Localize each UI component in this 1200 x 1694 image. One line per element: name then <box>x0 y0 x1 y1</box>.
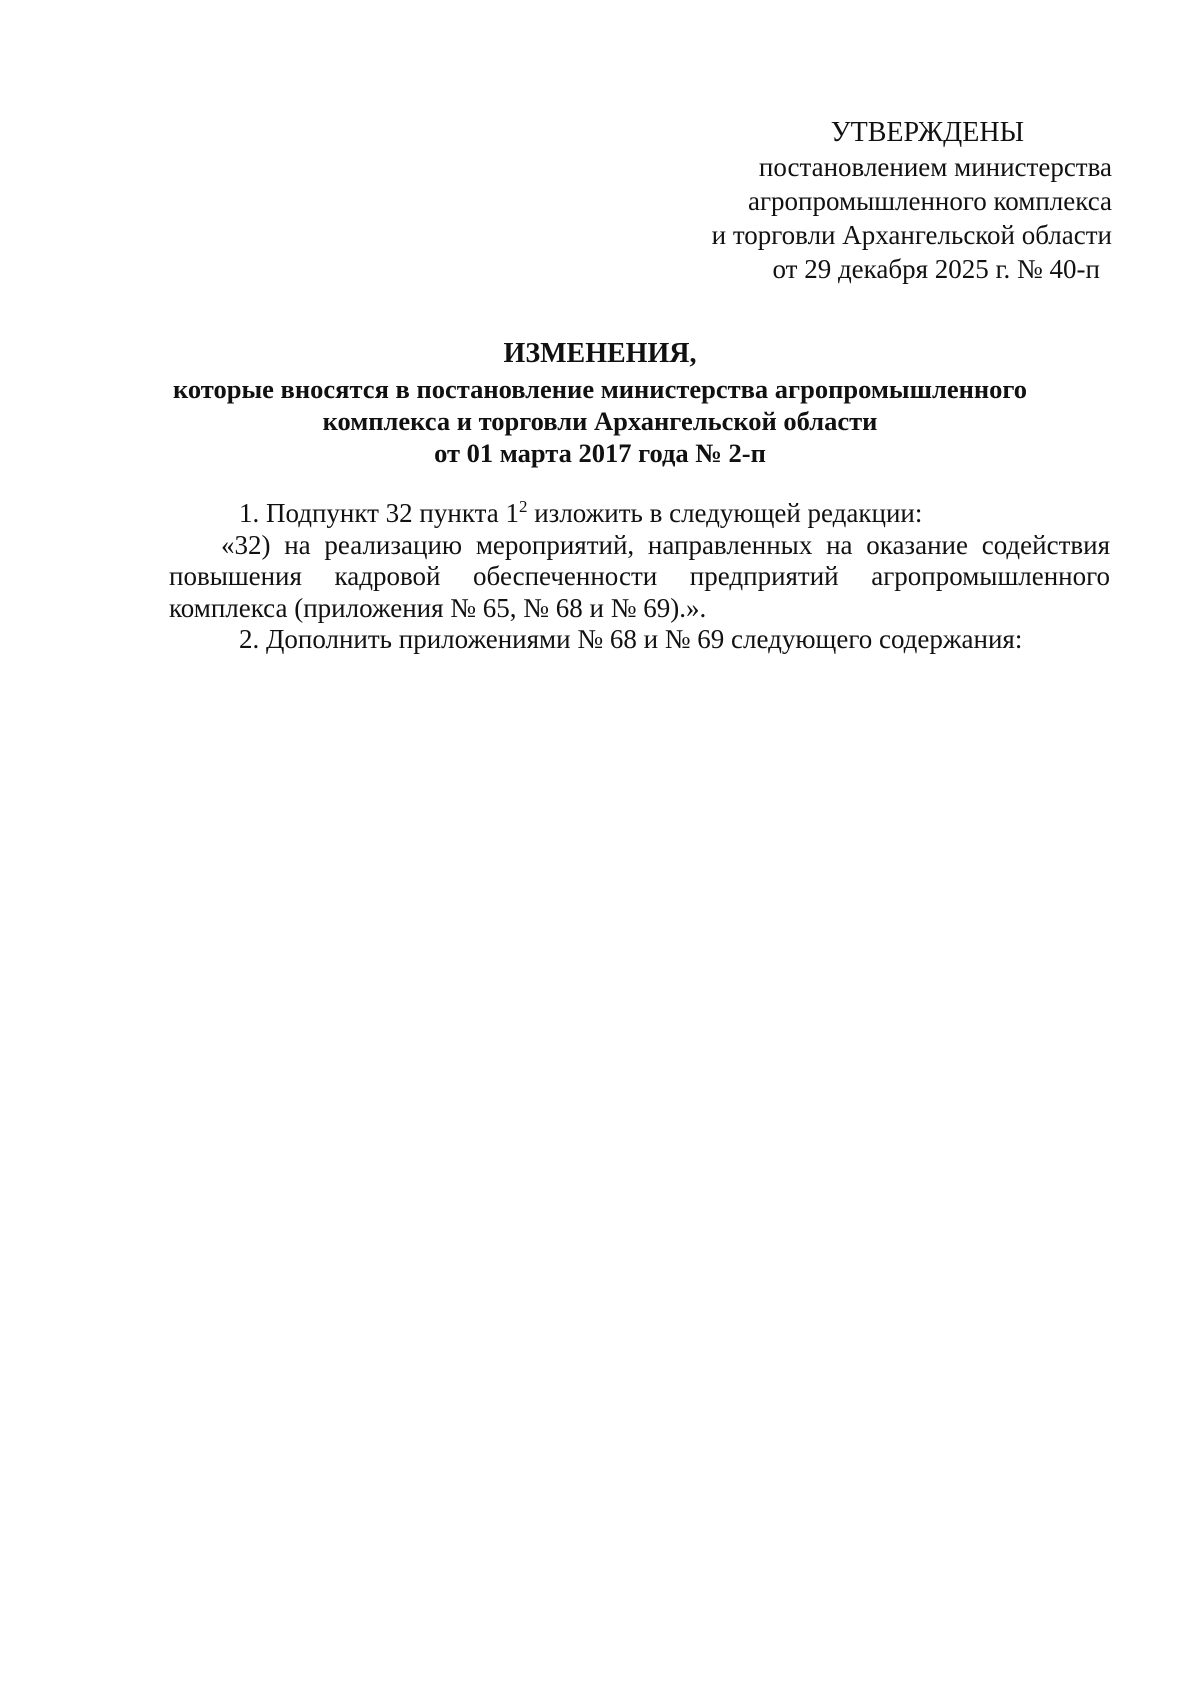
approval-line-2: агропромышленного комплекса <box>748 186 1112 216</box>
approval-stamp-block <box>600 116 1112 286</box>
document-title <box>120 338 1080 469</box>
approval-line-1: постановлением министерства <box>758 152 1112 182</box>
item-1-text-end: изложить в следующей редакции: <box>527 498 923 528</box>
title-heading: ИЗМЕНЕНИЯ, <box>503 338 697 369</box>
approval-line-4: от 29 декабря 2025 г. № 40-п <box>772 254 1100 284</box>
item-1-text: 1. Подпункт 32 пункта 1 <box>239 498 519 528</box>
item-1 <box>169 498 1110 530</box>
document-body <box>169 498 1110 656</box>
item-1-superscript: 2 <box>518 497 528 516</box>
title-line-1: которые вносятся в постановление министерства агропромышленного <box>172 374 1027 404</box>
item-2: 2. Дополнить приложениями № 68 и № 69 следующего содержания: <box>239 624 1023 654</box>
item-1-quote: «32) на реализацию мероприятий, направленных на оказание содействия повышения кадровой обеспеченности предприятий агропромышленного комплекса (приложения № 65, № 68 и № 69).». <box>169 529 1110 623</box>
title-line-2: комплекса и торговли Архангельской области <box>322 406 878 436</box>
approval-heading: УТВЕРЖДЕНЫ <box>830 117 1024 148</box>
approval-line-3: и торговли Архангельской области <box>711 220 1112 250</box>
title-line-3: от 01 марта 2017 года № 2-п <box>434 438 766 468</box>
